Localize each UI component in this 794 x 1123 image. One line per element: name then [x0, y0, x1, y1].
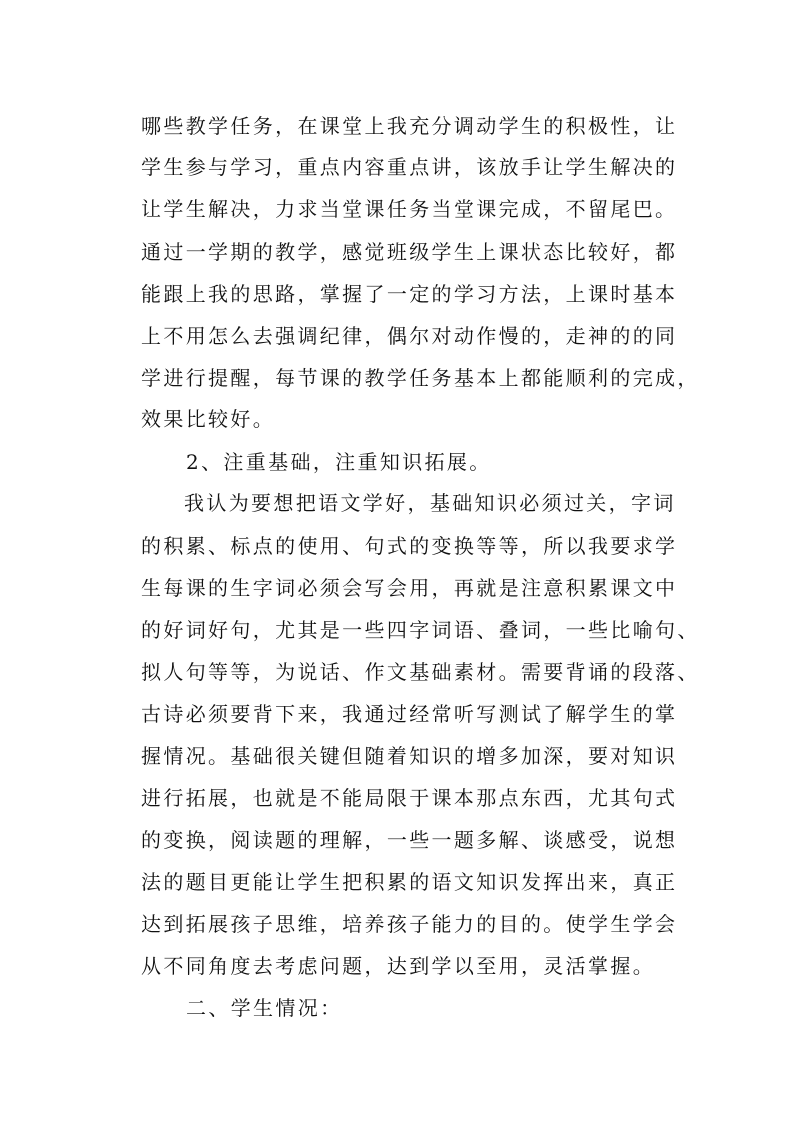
- section-heading: 二、学生情况：: [186, 996, 343, 1020]
- paragraph-line: 古诗必须要背下来，我通过经常听写测试了解学生的掌: [141, 702, 678, 726]
- paragraph-line: 效果比较好。: [141, 407, 276, 431]
- paragraph-line: 哪些教学任务，在课堂上我充分调动学生的积极性，让: [141, 114, 678, 138]
- paragraph-line: 的积累、标点的使用、句式的变换等等，所以我要求学: [141, 534, 678, 558]
- paragraph-line: 学生参与学习，重点内容重点讲，该放手让学生解决的: [141, 155, 678, 179]
- paragraph-line: 上不用怎么去强调纪律，偶尔对动作慢的，走神的的同: [141, 324, 678, 348]
- paragraph-line: 达到拓展孩子思维，培养孩子能力的目的。使学生学会: [141, 912, 678, 936]
- paragraph-line: 拟人句等等，为说话、作文基础素材。需要背诵的段落、: [141, 660, 700, 684]
- paragraph-line: 的变换，阅读题的理解，一些一题多解、谈感受，说想: [141, 828, 678, 852]
- paragraph-line: 法的题目更能让学生把积累的语文知识发挥出来，真正: [141, 870, 678, 894]
- paragraph-line: 生每课的生字词必须会写会用，再就是注意积累课文中: [141, 576, 678, 600]
- paragraph-line: 从不同角度去考虑问题，达到学以至用，灵活掌握。: [141, 954, 656, 978]
- paragraph-line: 我认为要想把语文学好，基础知识必须过关，字词: [184, 491, 676, 515]
- paragraph-line: 通过一学期的教学，感觉班级学生上课状态比较好，都: [141, 240, 678, 264]
- section-heading: 2、注重基础，注重知识拓展。: [186, 450, 492, 474]
- paragraph-line: 让学生解决，力求当堂课任务当堂课完成，不留尾巴。: [141, 197, 678, 221]
- paragraph-line: 能跟上我的思路，掌握了一定的学习方法，上课时基本: [141, 282, 678, 306]
- paragraph-line: 的好词好句，尤其是一些四字词语、叠词，一些比喻句、: [141, 618, 700, 642]
- paragraph-line: 学进行提醒，每节课的教学任务基本上都能顺利的完成，: [141, 366, 700, 390]
- paragraph-line: 握情况。基础很关键但随着知识的增多加深，要对知识: [141, 744, 678, 768]
- paragraph-line: 进行拓展，也就是不能局限于课本那点东西，尤其句式: [141, 786, 678, 810]
